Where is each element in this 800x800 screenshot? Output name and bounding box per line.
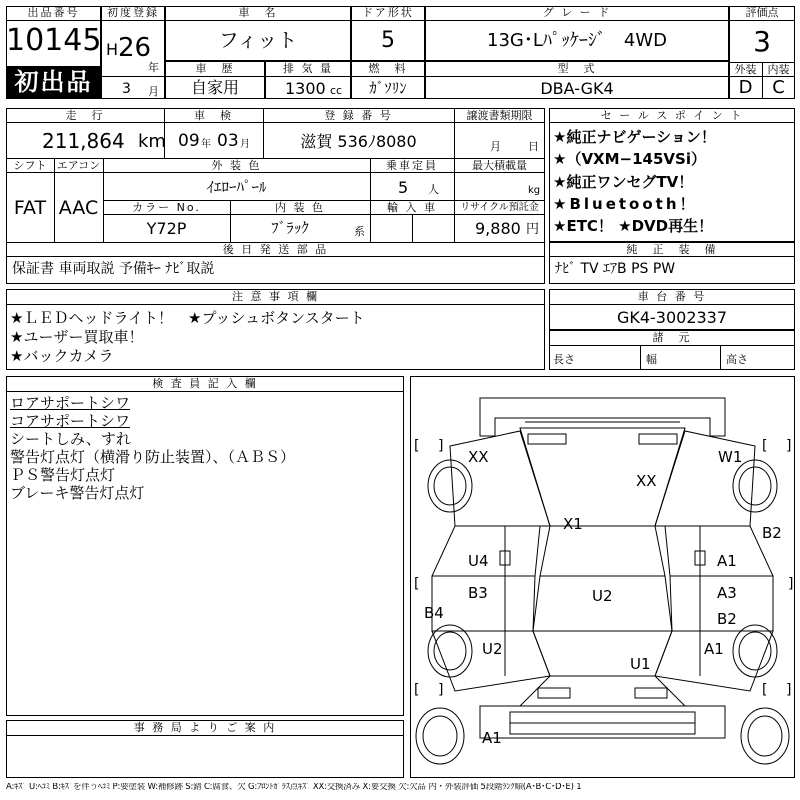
mark-a1-right-front: A1 [717,552,737,570]
wheel-front-left [428,460,472,512]
headlight-right [639,434,677,444]
first-reg-year-unit: 年 [148,61,159,74]
exterior-label: 外装 [734,63,757,76]
wheel-front-right-inner [739,467,771,505]
max-load-unit: kg [528,185,541,196]
first-reg-month: 3 [122,81,131,97]
mileage-label: 走 行 [65,109,105,122]
transfer-day-unit: 日 [528,140,539,153]
mark-xx-hood: XX [636,472,657,490]
equipment: ﾅﾋﾞ TV ｴｱB PS PW [555,261,676,277]
capacity-unit: 人 [428,183,439,196]
displacement-label: 排 気 量 [283,62,333,75]
first-registration-label: 初度登録 [107,6,159,19]
sales-point-5: ★ETC！ ★DVD再生！ [553,217,714,235]
mark-u2-roof: U2 [592,587,613,605]
recycle-label: リサイクル預託金 [460,202,539,213]
office-title: 事 務 局 よ り ご 案 内 [133,721,277,734]
transfer-month-unit: 月 [490,140,501,153]
wheel-front-left-inner [434,467,466,505]
model-code-label: 型 式 [557,62,597,75]
later-parts: 保証書 車両取説 予備ｷｰ ﾅﾋﾞ取説 [12,261,215,277]
wheel-rear-right-inner [739,632,771,670]
car-name-label: 車 名 [238,6,278,19]
aircon-label: エアコン [56,159,101,172]
note-1: ★ＬＥＤヘッドライト！ ★プッシュボタンスタート [10,309,365,327]
displacement-unit: cc [330,84,343,97]
mark-a1-bottom: A1 [482,729,502,747]
mark-u1: U1 [630,655,651,673]
inspector-line-6: ブレーキ警告灯点灯 [10,484,145,502]
inspector-line-5: ＰＳ警告灯点灯 [10,466,116,484]
car-damage-diagram [410,376,795,778]
first-reg-month-unit: 月 [148,85,159,98]
bracket-left-bottom: [ [414,682,420,698]
model-code: DBA-GK4 [540,79,614,98]
notes-title: 注 意 事 項 欄 [232,290,319,303]
shift-label: シフト [13,159,47,172]
mark-b4: B4 [424,604,444,622]
mark-xx-front-left: XX [468,448,489,466]
grade: 13G･Lﾊﾟｯｹｰｼﾞ 4WD [487,30,667,51]
mark-b3: B3 [468,584,488,602]
bracket-left-top-close: ] [438,438,444,454]
mark-a1-right-rear: A1 [704,640,724,658]
wheel-rear-right [733,625,777,677]
fuel-label: 燃 料 [368,62,408,75]
mark-b2-right: B2 [762,524,782,542]
sales-point-2: ★（VXM−145VSi） [553,150,706,168]
mark-b2-rear: B2 [717,610,737,628]
bracket-right-bottom-close: ] [786,682,792,698]
mark-w1: W1 [718,448,743,466]
rating: 3 [753,25,771,58]
inspection-month: 03 [217,131,239,151]
mark-u2-left: U2 [482,640,503,658]
lot-number-label: 出品番号 [27,6,80,19]
displacement: 1300 [285,79,326,98]
bracket-right-mid: ] [788,576,794,592]
recycle-unit: 円 [526,222,540,237]
int-color-label: 内 装 色 [275,201,325,214]
equipment-title: 純 正 装 備 [626,243,718,256]
color-no: Y72P [146,219,187,238]
max-load-label: 最大積載量 [472,159,527,172]
bracket-right-top: [ [762,438,768,454]
spec-height-label: 高さ [726,353,748,366]
bracket-left-top: [ [414,438,420,454]
color-no-label: カラー No. [132,201,201,214]
chassis-title: 車 台 番 号 [637,290,707,303]
int-color-unit: 系 [354,225,365,238]
hood-panel [520,428,685,526]
inspection-label: 車 検 [194,109,233,122]
recycle: 9,880 [475,219,521,238]
door-type-label: ドア形状 [362,6,414,19]
history-label: 車 歴 [195,62,235,75]
rating-label: 評価点 [745,6,779,19]
mileage: 211,864 [42,129,125,153]
mileage-unit: km [138,131,166,152]
reg-number-label: 登 録 番 号 [324,109,393,122]
first-reg-year: 26 [118,33,152,63]
taillight-left [538,688,570,698]
headlight-left [528,434,566,444]
lot-number: 10145 [6,23,102,58]
interior-grade: C [772,77,785,98]
interior-label: 内装 [767,63,790,76]
wheel-front-right [733,460,777,512]
bracket-right-top-close: ] [786,438,792,454]
sales-point-3: ★純正ワンセグTV！ [553,173,694,191]
wheel-bottom-right-inner [748,716,782,756]
aircon: AAC [58,197,99,219]
bracket-right-bottom: [ [762,682,768,698]
reg-number: 滋賀 536ﾉ8080 [300,132,417,151]
history: 自家用 [190,78,239,97]
fuel: ｶﾞｿﾘﾝ [369,79,407,97]
first-listing-badge: 初出品 [7,66,100,98]
sales-point-1: ★純正ナビゲーション！ [553,128,716,146]
mark-a3: A3 [717,584,737,602]
later-parts-label: 後 日 発 送 部 品 [222,243,329,256]
inspection-month-unit: 月 [240,139,250,150]
legend: A:ｷｽﾞ U:ﾍｺﾐ B:ｷｽﾞを伴うﾍｺﾐ P:要塗装 W:補修跡 S:錆 C:腐食、欠 G:ﾌﾛﾝﾄｶﾞﾗｽ点ｷｽﾞ XX:交換済み X:要交換 欠:欠品 内・外装評価 5段階ﾗﾝｸ順(A･B･C･D･E) 1 [6,783,582,792]
wheel-bottom-left-inner [423,716,457,756]
transfer-label: 譲渡書類期限 [466,109,533,122]
car-name: フィット [218,28,298,52]
taillight-right [635,688,667,698]
inspector-title: 検 査 員 記 入 欄 [152,377,258,390]
inspector-line-2: コアサポートシワ [10,412,131,430]
capacity-label: 乗車定員 [386,159,438,172]
mark-u4: U4 [468,552,489,570]
door-count: 5 [381,28,395,53]
inspection-year-unit: 年 [201,139,211,150]
specs-title: 諸 元 [652,331,692,344]
bracket-left-bottom-close: ] [438,682,444,698]
note-3: ★バックカメラ [10,347,114,365]
note-2: ★ユーザー買取車！ [10,328,144,346]
int-color: ﾌﾞﾗｯｸ [271,219,309,237]
hood-outline [480,398,725,436]
capacity: 5 [398,178,409,197]
sales-point-4: ★Bluetooth！ [553,195,698,213]
inspection-year: 09 [178,131,200,151]
wheel-rear-left-inner [434,632,466,670]
import-label: 輸 入 車 [387,201,437,214]
chassis-number: GK4-3002337 [616,308,728,327]
rear-glass [533,631,672,676]
inspector-line-3: シートしみ、すれ [10,430,131,448]
era: H [106,40,119,59]
trunk [520,676,685,706]
ext-color-label: 外 装 色 [211,159,262,172]
shift: FAT [13,197,47,219]
bracket-left-mid: [ [414,576,420,592]
sales-points-title: セ ー ル ス ポ イ ン ト [600,109,744,122]
spec-length-label: 長さ [553,353,575,366]
rear-bumper [480,706,725,738]
wheel-rear-left [428,625,472,677]
spec-width-label: 幅 [646,353,657,366]
exterior-grade: D [738,77,753,98]
mark-x1: X1 [563,515,583,533]
inspector-line-4: 警告灯点灯（横滑り防止装置）、（ＡＢＳ） [10,448,296,466]
inspector-line-1: ロアサポートシワ [10,394,131,412]
windshield [540,526,665,576]
ext-color: ｲｴﾛｰﾊﾟｰﾙ [206,178,267,196]
grade-label: グ レ ー ド [542,6,612,19]
